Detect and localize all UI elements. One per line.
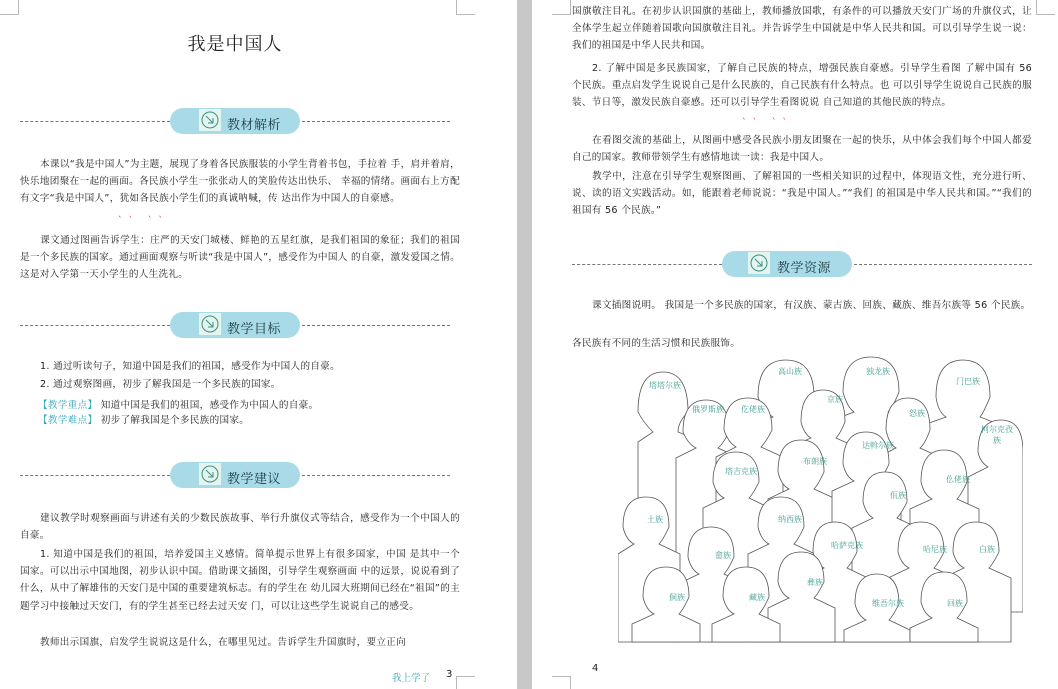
running-footer: 我上学了 [392, 673, 431, 684]
goal-item: 1. 通过听读句子，知道中国是我们的祖国，感受作为中国人的自豪。 [40, 361, 341, 372]
ethnic-group-label: 仫佬族 [946, 475, 970, 484]
arrow-circle-icon [199, 313, 221, 335]
figure-note: 各民族有不同的生活习惯和民族服饰。 [572, 338, 741, 349]
ethnic-group-label: 柯尔克孜族 [981, 425, 1013, 445]
spellcheck-mark: ˋˋ ˋˋ [118, 216, 169, 226]
crop-mark-top-right [456, 0, 475, 15]
ethnic-group-label: 彝族 [807, 578, 823, 587]
paragraph: 教师出示国旗，启发学生说说这是什么，在哪里见过。告诉学生升国旗时，要立正向 [40, 637, 407, 648]
ethnic-group-label: 塔塔尔族 [649, 381, 681, 390]
paragraph: 建议教学时观察画面与讲述有关的少数民族故事、举行升旗仪式等结合，感受作为一个中国人的自豪。 [20, 513, 460, 542]
section-heading-teaching-goals: 教学目标 [20, 312, 450, 340]
arrow-circle-icon [199, 463, 221, 485]
figure-caption: 课文插图说明。 我国是一个多民族的国家，有汉族、蒙古族、回族、藏族、维吾尔族等 56 个民族。 [592, 300, 1031, 311]
ethnic-group-label: 回族 [947, 599, 963, 608]
ethnic-group-label: 布朗族 [803, 457, 827, 466]
page-number: 3 [446, 669, 453, 680]
section-heading-teaching-suggestions: 教学建议 [20, 462, 450, 490]
paragraph: 1. 知道中国是我们的祖国，培养爱国主义感情。简单提示世界上有很多国家，中国 是其中一个国家。可以出示中国地图，初步认识中国。借助课文插图，引导学生观察画面 中的远景，说说看到了什么，从中了解雄伟的天安门是中国的重要建筑标志。有的学生在 幼儿园大班期间已经在“祖国”的主题学习中接触过天安门，有的学生甚至已经去过天安 门，可以让这些学生说说自己的感受。 [20, 549, 460, 612]
ethnic-group-label: 纳西族 [778, 515, 802, 524]
paragraph: 在看图交流的基础上，从图画中感受各民族小朋友团聚在一起的快乐，从中体会我们每个中国人都爱自己的国家。教师带领学生有感情地读一读：我是中国人。 [572, 135, 1032, 164]
ethnic-group-label: 白族 [979, 545, 995, 554]
key-point: 【教学重点】 知道中国是我们的祖国，感受作为中国人的自豪。 [38, 400, 319, 411]
difficulty-point: 【教学难点】 初步了解我国是个多民族的国家。 [38, 415, 250, 426]
crop-mark-top-right [1036, 0, 1055, 15]
spellcheck-mark: ˋˋ ˋˋ [742, 118, 793, 128]
ethnic-group-label: 独龙族 [866, 367, 890, 376]
ethnic-group-label: 门巴族 [956, 377, 980, 386]
section-heading-textbook-analysis: 教材解析 [20, 108, 450, 136]
ethnic-group-label: 怒族 [909, 409, 925, 418]
arrow-circle-icon [199, 109, 221, 131]
document-title: 我是中国人 [187, 34, 283, 55]
section-heading-teaching-resources: 教学资源 [572, 251, 1032, 279]
page-3 [0, 0, 517, 689]
crop-mark-top-left [0, 0, 19, 15]
ethnic-group-label: 侗族 [669, 593, 685, 602]
paragraph: 国旗敬注目礼。在初步认识国旗的基础上，教师播放国歌，有条件的可以播放天安门广场的升旗仪式，让全体学生起立伴随着国歌向国旗敬注目礼。并告诉学生中国就是中华人民共和国。可以引导学生说一说：我们的祖国是中华人民共和国。 [572, 6, 1032, 52]
ethnic-group-label: 俄罗斯族 [692, 405, 724, 414]
goal-item: 2. 通过观察图画，初步了解我国是一个多民族的国家。 [40, 379, 281, 390]
ethnic-groups-illustration [618, 352, 1023, 652]
ethnic-group-label: 塔吉克族 [725, 467, 757, 476]
paragraph: 课文通过图画告诉学生：庄严的天安门城楼、鲜艳的五星红旗，是我们祖国的象征；我们的祖国是一个多民族的国家。通过画面观察与听读“我是中国人”，感受作为中国人 的自豪，激发爱国之情。这是对入学第一天小学生的人生洗礼。 [20, 235, 460, 281]
ethnic-group-label: 佤族 [890, 491, 906, 500]
paragraph: 教学中，注意在引导学生观察图画、了解祖国的一些相关知识的过程中，体现语文性，充分进行听、说、读的语文实践活动。如，能跟着老师说说：“我是中国人。”“我们 的祖国是中华人民共和国。”“我们的祖国有 56 个民族。” [572, 171, 1032, 217]
page-number: 4 [592, 663, 599, 674]
ethnic-group-label: 仡佬族 [741, 405, 765, 414]
paragraph: 本课以“我是中国人”为主题，展现了身着各民族服装的小学生背着书包，手拉着 手，肩并着肩，快乐地团聚在一起的画面。各民族小学生一张张动人的笑脸传达出快乐、 幸福的情绪。画面右上方配有文字“我是中国人”，犹如各民族小学生们的真诚呐喊，传 达出作为中国人的自豪感。 [20, 159, 460, 205]
ethnic-group-label: 高山族 [778, 367, 802, 376]
crop-mark-bottom-right [456, 676, 475, 689]
crop-mark-bottom-left [552, 676, 571, 689]
ethnic-group-label: 土族 [647, 515, 663, 524]
ethnic-group-label: 藏族 [749, 593, 765, 602]
ethnic-group-label: 畲族 [715, 551, 731, 560]
ethnic-group-label: 京族 [827, 395, 843, 404]
difficulty-tag: 【教学难点】 [38, 415, 98, 426]
paragraph: 2. 了解中国是多民族国家，了解自己民族的特点，增强民族自豪感。引导学生看图 了解中国有 56 个民族。重点启发学生说说自己是什么民族的，自己民族有什么特点。也 可以引导学生说说自己民族的服装、节日等，激发民族自豪感。还可以引导学生看图说说 自己知道的其他民族的特点。 [572, 63, 1032, 109]
arrow-circle-icon [748, 252, 770, 274]
crop-mark-top-left [552, 0, 571, 15]
ethnic-group-label: 达斡尔族 [862, 441, 894, 450]
ethnic-group-label: 维吾尔族 [872, 599, 904, 608]
ethnic-group-label: 哈尼族 [923, 545, 947, 554]
key-point-tag: 【教学重点】 [38, 400, 98, 411]
ethnic-group-label: 哈萨克族 [831, 541, 863, 550]
page-gutter [517, 0, 532, 689]
